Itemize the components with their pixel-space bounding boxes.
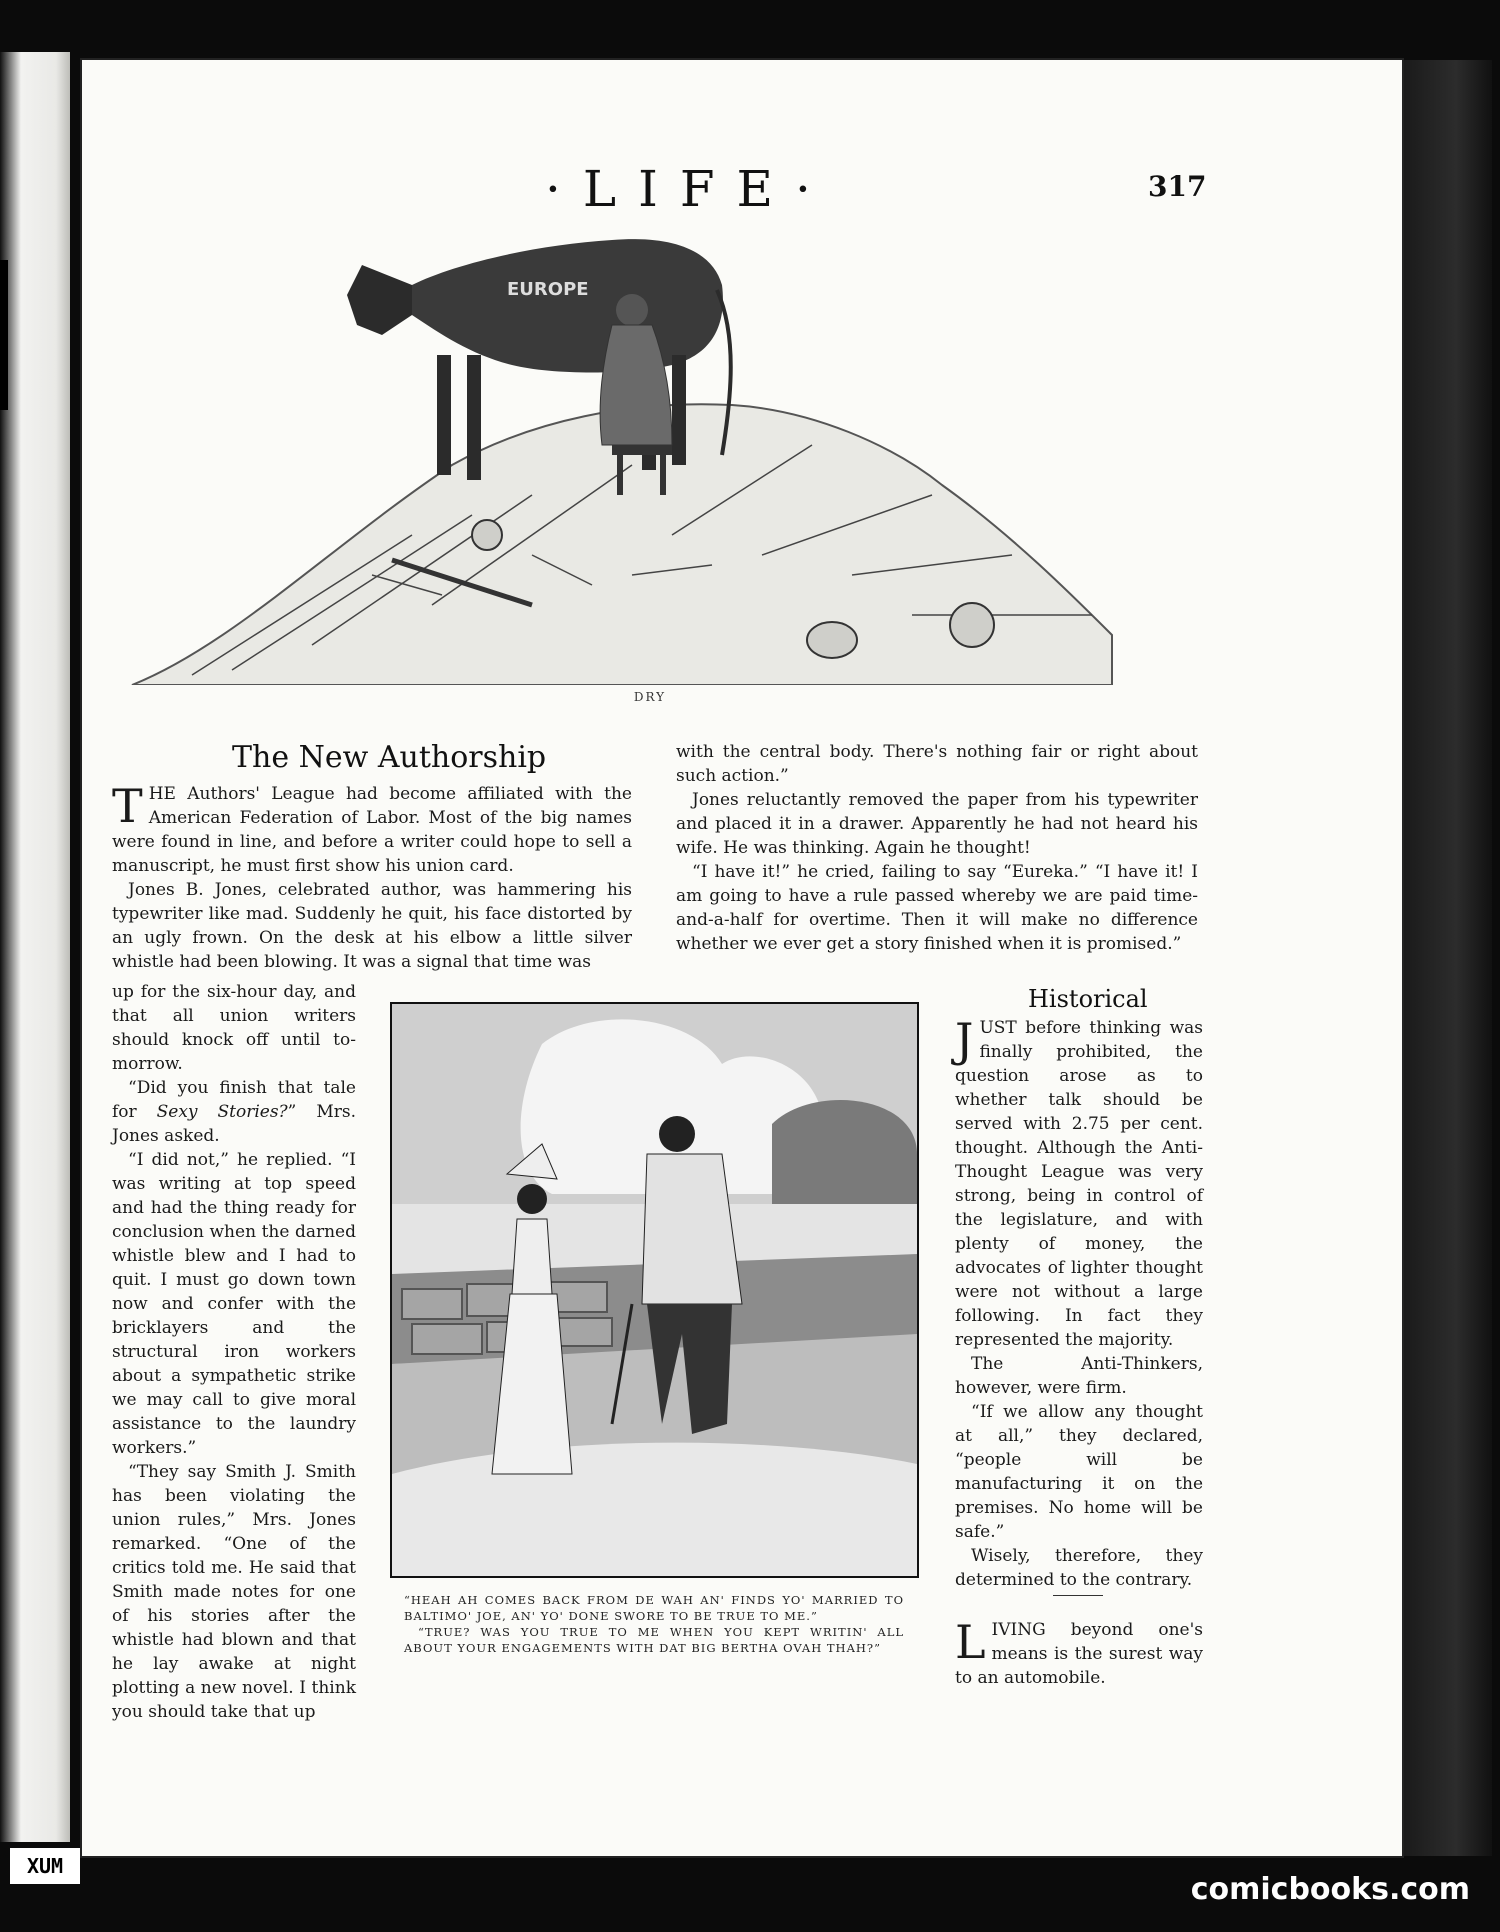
paragraph-text: HE Authors' League had become affiliated with the American Federation of Labor. Most of the big names were found in line, and before a writer could hope to sell a manuscript, he must first show his union card. [112, 784, 632, 876]
masthead-title: ·LIFE· [545, 160, 833, 218]
paragraph-text: “Did you finish that tale for [112, 1078, 356, 1122]
article-paragraph: “I have it!” he cried, failing to say “Eureka.” “I have it! I am going to have a rule passed whereby we are paid time-and-a-half for overtime. Then it will make no difference whether we ever get a story finished when it is promised.” [676, 862, 1198, 954]
scan-label: XUM [10, 1848, 80, 1884]
scan-background [1402, 60, 1492, 1856]
scan-shadow [0, 260, 8, 410]
article-paragraph: Jones B. Jones, celebrated author, was hammering his typewriter like mad. Suddenly he quit, his face distorted by an ugly frown. On the desk at his elbow a little silver whistle had been blowing. It was a signal that time was [112, 880, 632, 972]
article-paragraph [112, 1076, 356, 1148]
cartoon-drawing [392, 1004, 917, 1576]
article-paragraph: “I did not,” he replied. “I was writing at top speed and had the thing ready for conclusion when the darned whistle blew and I had to quit. I must go down town now and confer with the bricklayers and the structural iron workers about a sympathetic strike we may call to give moral assistance to the laundry workers.” [112, 1150, 356, 1458]
section-divider [1053, 1595, 1103, 1596]
article-column-2 [676, 740, 1198, 956]
article-paragraph: “They say Smith J. Smith has been violating the union rules,” Mrs. Jones remarked. “One of the critics told me. He said that Smith made notes for one of his stories after the whistle had blown and that he lay awake at night plotting a new novel. I think you should take that up [112, 1462, 356, 1722]
drop-cap: L [955, 1615, 986, 1669]
paragraph-text: UST before thinking was finally prohibited, the question arose as to whether talk should be served with 2.75 per cent. thought. Although the Anti-Thought League was very strong, being in control of the legislature, and with plenty of money, the advocates of lighter thought were not without a large following. In fact they represented the majority. [955, 1018, 1203, 1350]
watermark: comicbooks.com [1190, 1872, 1470, 1907]
article-title: The New Authorship [232, 740, 547, 775]
paragraph-text: ” Mrs. Jones asked. [112, 1102, 356, 1146]
illustration-caption: DRY [633, 690, 667, 704]
caption-line: “HEAH AH COMES BACK FROM DE WAH AN' FINDS YO' MARRIED TO BALTIMO' JOE, AN' YO' DONE SWORE TO BE TRUE TO ME.” [404, 1593, 904, 1623]
article-paragraph [955, 1013, 1203, 1352]
article-paragraph: up for the six-hour day, and that all union writers should knock off until to-morrow. [112, 982, 356, 1074]
article-column-1-top [112, 779, 632, 974]
article-paragraph [955, 1615, 1203, 1690]
article-paragraph: “If we allow any thought at all,” they declared, “people will be manufacturing it on the premises. No home will be safe.” [955, 1402, 1203, 1542]
article-paragraph: Wisely, therefore, they determined to the contrary. [955, 1546, 1203, 1590]
filler-paragraph [955, 1615, 1203, 1690]
cow-illustration [112, 215, 1122, 685]
caption-line: “TRUE? WAS YOU TRUE TO ME WHEN YOU KEPT WRITIN' ALL ABOUT YOUR ENGAGEMENTS WITH DAT BIG BERTHA OVAH THAH?” [404, 1625, 904, 1655]
magazine-title: Sexy Stories? [156, 1102, 288, 1122]
article-column-1-narrow [112, 980, 356, 1724]
cartoon-illustration [390, 1002, 919, 1578]
article-title: Historical [1028, 985, 1148, 1013]
article-paragraph: with the central body. There's nothing fair or right about such action.” [676, 742, 1198, 786]
cartoon-caption [404, 1592, 904, 1656]
article-paragraph: The Anti-Thinkers, however, were firm. [955, 1354, 1203, 1398]
cow-label: EUROPE [507, 279, 589, 300]
article-paragraph [112, 779, 632, 878]
article-column-3 [955, 1013, 1203, 1592]
adjacent-page-edge [0, 52, 70, 1842]
drop-cap: J [955, 1013, 974, 1067]
article-paragraph: Jones reluctantly removed the paper from his typewriter and placed it in a drawer. Apparently he had not heard his wife. He was thinking. Again he thought! [676, 790, 1198, 858]
paragraph-text: IVING beyond one's means is the surest way to an automobile. [955, 1620, 1203, 1688]
drop-cap: T [112, 779, 143, 833]
page-number: 317 [1148, 170, 1207, 203]
